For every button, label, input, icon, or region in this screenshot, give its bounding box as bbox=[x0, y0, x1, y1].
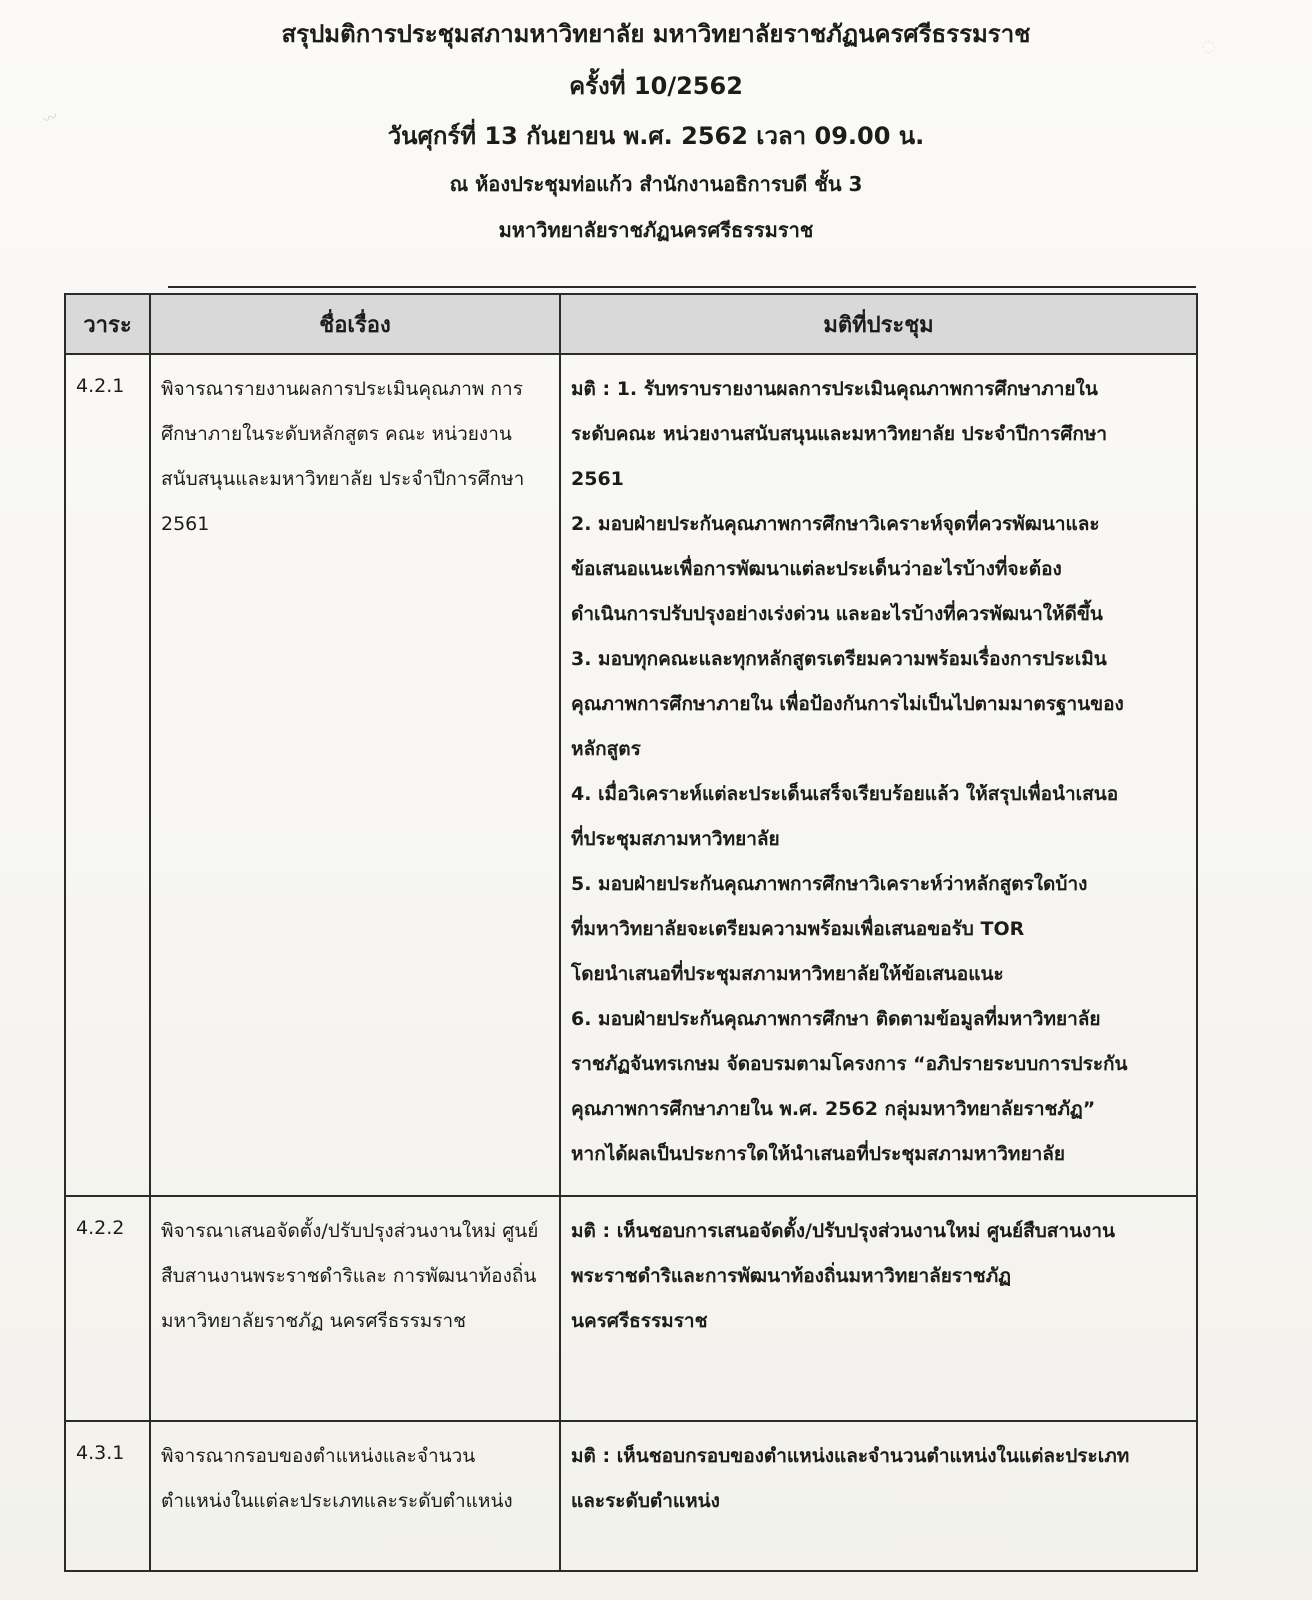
header-subject: ชื่อเรื่อง bbox=[150, 294, 560, 354]
meeting-date-time: วันศุกร์ที่ 13 กันยายน พ.ศ. 2562 เวลา 09.00 น. bbox=[387, 122, 925, 150]
meeting-number: ครั้งที่ 10/2562 bbox=[569, 72, 743, 100]
resolution-line: 2561 bbox=[571, 468, 624, 490]
subject-line: การพัฒนาท้องถิ่นมหาวิทยาลัยราชภัฏ bbox=[161, 1265, 537, 1332]
resolution-line: ที่ประชุมสภามหาวิทยาลัย bbox=[571, 828, 780, 850]
resolution-line: หลักสูตร bbox=[571, 738, 641, 760]
resolution-line: มติ : เห็นชอบกรอบของตำแหน่งและจำนวนตำแหน่งในแต่ละประเภท bbox=[571, 1445, 1130, 1467]
subject-text bbox=[151, 1197, 559, 1344]
resolution-line: 6. มอบฝ่ายประกันคุณภาพการศึกษา ติดตามข้อมูลที่มหาวิทยาลัย bbox=[571, 1008, 1101, 1030]
resolution-cell bbox=[560, 1421, 1197, 1571]
resolution-line: โดยนำเสนอที่ประชุมสภามหาวิทยาลัยให้ข้อเสนอแนะ bbox=[571, 963, 1004, 985]
resolution-line: หากได้ผลเป็นประการใดให้นำเสนอที่ประชุมสภามหาวิทยาลัย bbox=[571, 1143, 1066, 1165]
table-row bbox=[65, 354, 1197, 1196]
agenda-number: 4.2.1 bbox=[76, 375, 125, 397]
subject-line: ประจำปีการศึกษา 2561 bbox=[161, 468, 525, 535]
subject-line: พิจารณากรอบของตำแหน่งและจำนวน bbox=[161, 1445, 476, 1467]
subject-line: นครศรีธรรมราช bbox=[329, 1310, 467, 1332]
subject-line: ตำแหน่งในแต่ละประเภทและระดับตำแหน่ง bbox=[161, 1490, 513, 1512]
resolution-text bbox=[561, 1197, 1196, 1344]
resolution-line: นครศรีธรรมราช bbox=[571, 1310, 708, 1332]
resolution-line: คุณภาพการศึกษาภายใน เพื่อป้องกันการไม่เป็นไปตามมาตรฐานของ bbox=[571, 693, 1124, 715]
resolution-line: ราชภัฏจันทรเกษม จัดอบรมตามโครงการ “อภิปรายระบบการประกัน bbox=[571, 1053, 1128, 1075]
resolution-line: ระดับคณะ หน่วยงานสนับสนุนและมหาวิทยาลัย ประจำปีการศึกษา bbox=[571, 423, 1108, 445]
ink-smudge-mark-right: ◌ bbox=[1202, 36, 1216, 55]
resolution-line: และระดับตำแหน่ง bbox=[571, 1490, 720, 1512]
resolution-cell bbox=[560, 354, 1197, 1196]
resolution-line: มติ : เห็นชอบการเสนอจัดตั้ง/ปรับปรุงส่วนงานใหม่ ศูนย์สืบสานงาน bbox=[571, 1220, 1115, 1242]
university-name: มหาวิทยาลัยราชภัฏนครศรีธรรมราช bbox=[498, 218, 814, 242]
resolution-line: ดำเนินการปรับปรุงอย่างเร่งด่วน และอะไรบ้างที่ควรพัฒนาให้ดีขึ้น bbox=[571, 603, 1103, 625]
resolution-line: มติ : 1. รับทราบรายงานผลการประเมินคุณภาพการศึกษาภายใน bbox=[571, 378, 1098, 400]
agenda-cell bbox=[65, 1421, 150, 1571]
resolution-text bbox=[561, 1422, 1196, 1524]
subject-cell bbox=[150, 1421, 560, 1571]
resolution-line: 2. มอบฝ่ายประกันคุณภาพการศึกษาวิเคราะห์จุดที่ควรพัฒนาและ bbox=[571, 513, 1100, 535]
subject-line: การศึกษาภายในระดับหลักสูตร คณะ bbox=[161, 378, 523, 445]
subject-line: หน่วยงานสนับสนุนและมหาวิทยาลัย bbox=[161, 423, 512, 490]
table-row bbox=[65, 1421, 1197, 1571]
document-title: สรุปมติการประชุมสภามหาวิทยาลัย มหาวิทยาลัยราชภัฏนครศรีธรรมราช bbox=[281, 20, 1031, 48]
subject-line: ศูนย์สืบสานงานพระราชดำริและ bbox=[161, 1220, 539, 1287]
resolution-line: 5. มอบฝ่ายประกันคุณภาพการศึกษาวิเคราะห์ว่าหลักสูตรใดบ้าง bbox=[571, 873, 1088, 895]
resolutions-table bbox=[64, 293, 1198, 1572]
subject-line: พิจารณาเสนอจัดตั้ง/ปรับปรุงส่วนงานใหม่ bbox=[161, 1220, 497, 1242]
subject-cell bbox=[150, 1196, 560, 1421]
resolution-line: ข้อเสนอแนะเพื่อการพัฒนาแต่ละประเด็นว่าอะไรบ้างที่จะต้อง bbox=[571, 558, 1062, 580]
subject-text bbox=[151, 1422, 559, 1524]
table-header-row bbox=[65, 294, 1197, 354]
resolution-line: พระราชดำริและการพัฒนาท้องถิ่นมหาวิทยาลัยราชภัฏ bbox=[571, 1265, 1011, 1287]
resolution-line: คุณภาพการศึกษาภายใน พ.ศ. 2562 กลุ่มมหาวิทยาลัยราชภัฏ” bbox=[571, 1098, 1096, 1120]
agenda-number: 4.2.2 bbox=[76, 1217, 125, 1239]
resolution-cell bbox=[560, 1196, 1197, 1421]
subject-cell bbox=[150, 354, 560, 1196]
resolution-line: ที่มหาวิทยาลัยจะเตรียมความพร้อมเพื่อเสนอขอรับ TOR bbox=[571, 918, 1025, 940]
top-rule bbox=[168, 286, 1196, 288]
subject-line: พิจารณารายงานผลการประเมินคุณภาพ bbox=[161, 378, 485, 400]
header-resolution: มติที่ประชุม bbox=[560, 294, 1197, 354]
resolution-line: 3. มอบทุกคณะและทุกหลักสูตรเตรียมความพร้อมเรื่องการประเมิน bbox=[571, 648, 1107, 670]
ink-smudge-mark: 〰 bbox=[41, 109, 60, 129]
header-agenda: วาระ bbox=[65, 294, 150, 354]
agenda-cell bbox=[65, 1196, 150, 1421]
resolution-text bbox=[561, 355, 1196, 1177]
agenda-cell bbox=[65, 354, 150, 1196]
subject-text bbox=[151, 355, 559, 547]
resolution-line: 4. เมื่อวิเคราะห์แต่ละประเด็นเสร็จเรียบร้อยแล้ว ให้สรุปเพื่อนำเสนอ bbox=[571, 783, 1119, 805]
table-row bbox=[65, 1196, 1197, 1421]
meeting-venue: ณ ห้องประชุมท่อแก้ว สำนักงานอธิการบดี ชั้น 3 bbox=[449, 172, 863, 196]
agenda-number: 4.3.1 bbox=[76, 1442, 125, 1464]
